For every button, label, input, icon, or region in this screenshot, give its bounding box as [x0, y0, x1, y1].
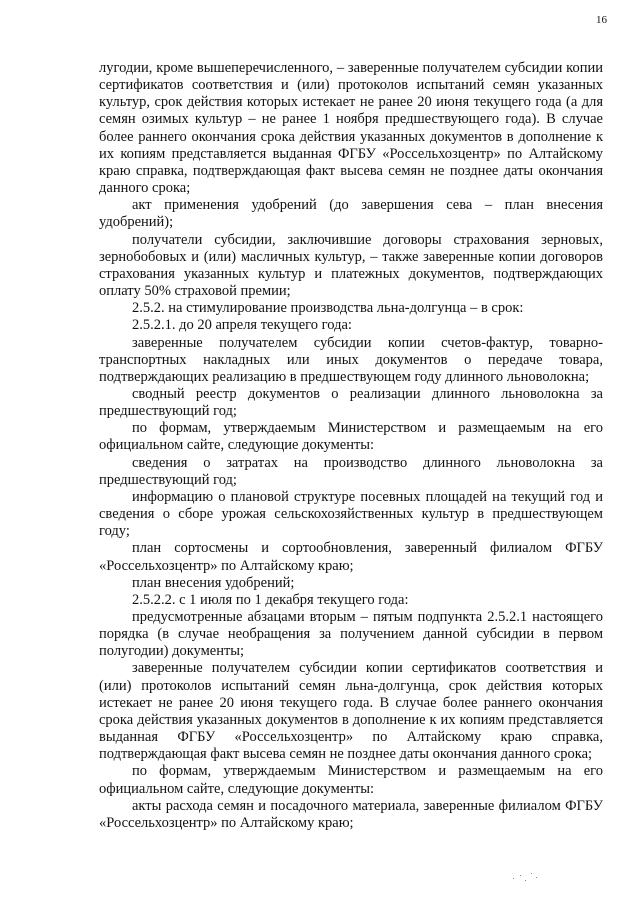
paragraph-crop-structure: информацию о плановой структуре посевных площадей на текущий год и сведения о сборе урожая сельскохозяйственных культур в предшествующем году;: [99, 488, 603, 540]
paragraph-summary-register: сводный реестр документов о реализации длинного льноволокна за предшествующий год;: [99, 385, 603, 420]
paragraph-fertilizer-act: акт применения удобрений (до завершения сева – план внесения удобрений);: [99, 197, 603, 231]
paragraph-insurance: получатели субсидии, заключившие договоры страхования зерновых, зернобобовых и (или) масличных культур, – также заверенные копии договоров страхования указанных культур и платежных документов, подтверждающих оплату 50% страховой премии;: [99, 231, 603, 300]
paragraph-invoices: заверенные получателем субсидии копии счетов-фактур, товарно-транспортных накладных или иных документов о передаче товара, подтверждающих реализацию в предшествующем году длинного льноволокна;: [99, 334, 603, 385]
paragraph-section-2-5-2: 2.5.2. на стимулирование производства льна-долгунца – в срок:: [132, 300, 524, 317]
paragraph-variety-plan: план сортосмены и сортообновления, заверенный филиалом ФГБУ «Россельхозцентр» по Алтайскому краю;: [99, 540, 603, 574]
paragraph-flax-certificates: заверенные получателем субсидии копии сертификатов соответствия и (или) протоколов испытаний семян льна-долгунца, срок действия которых истекает не ранее 20 июня текущего года. В случае более раннего окончания срока действия указанных документов в дополнение к их копиям представляется выданная ФГБУ «Россельхозцентр» по Алтайскому краю справка, подтверждающая факт высева семян не позднее даты окончания данного срока;: [99, 660, 603, 763]
paragraph-fertilizer-plan: план внесения удобрений;: [132, 574, 295, 591]
paragraph-continuation: лугодии, кроме вышеперечисленного, – заверенные получателем субсидии копии сертификатов соответствия и (или) протоколов испытаний семян указанных культур, срок действия которых истекает не ранее 20 июня текущего года (а для семян озимых культур – не ранее 1 ноября предшествующего года). В случае более раннего окончания срока действия указанных документов в дополнение к их копиям представляется выданная ФГБУ «Россельхозцентр» по Алтайскому краю справка, подтверждающая факт высева семян не позднее даты окончания данного срока;: [99, 60, 603, 197]
page-number: 16: [596, 14, 607, 26]
paragraph-forms-intro-2: по формам, утверждаемым Министерством и размещаемым на его официальном сайте, следующие документы:: [99, 763, 603, 797]
paragraph-section-2-5-2-2: 2.5.2.2. с 1 июля по 1 декабря текущего года:: [132, 591, 409, 608]
document-body: [99, 60, 603, 832]
paragraph-seed-acts: акты расхода семян и посадочного материала, заверенные филиалом ФГБУ «Россельхозцентр» по Алтайскому краю;: [99, 797, 603, 831]
paragraph-costs: сведения о затратах на производство длинного льноволокна за предшествующий год;: [99, 454, 603, 488]
paragraph-previous-documents: предусмотренные абзацами вторым – пятым подпункта 2.5.2.1 настоящего порядка (в случае необращения за получением данной субсидии в первом полугодии) документы;: [99, 609, 603, 660]
scan-specks: [511, 869, 541, 883]
paragraph-section-2-5-2-1: 2.5.2.1. до 20 апреля текущего года:: [132, 317, 352, 334]
paragraph-forms-intro: по формам, утверждаемым Министерством и размещаемым на его официальном сайте, следующие документы:: [99, 420, 603, 454]
